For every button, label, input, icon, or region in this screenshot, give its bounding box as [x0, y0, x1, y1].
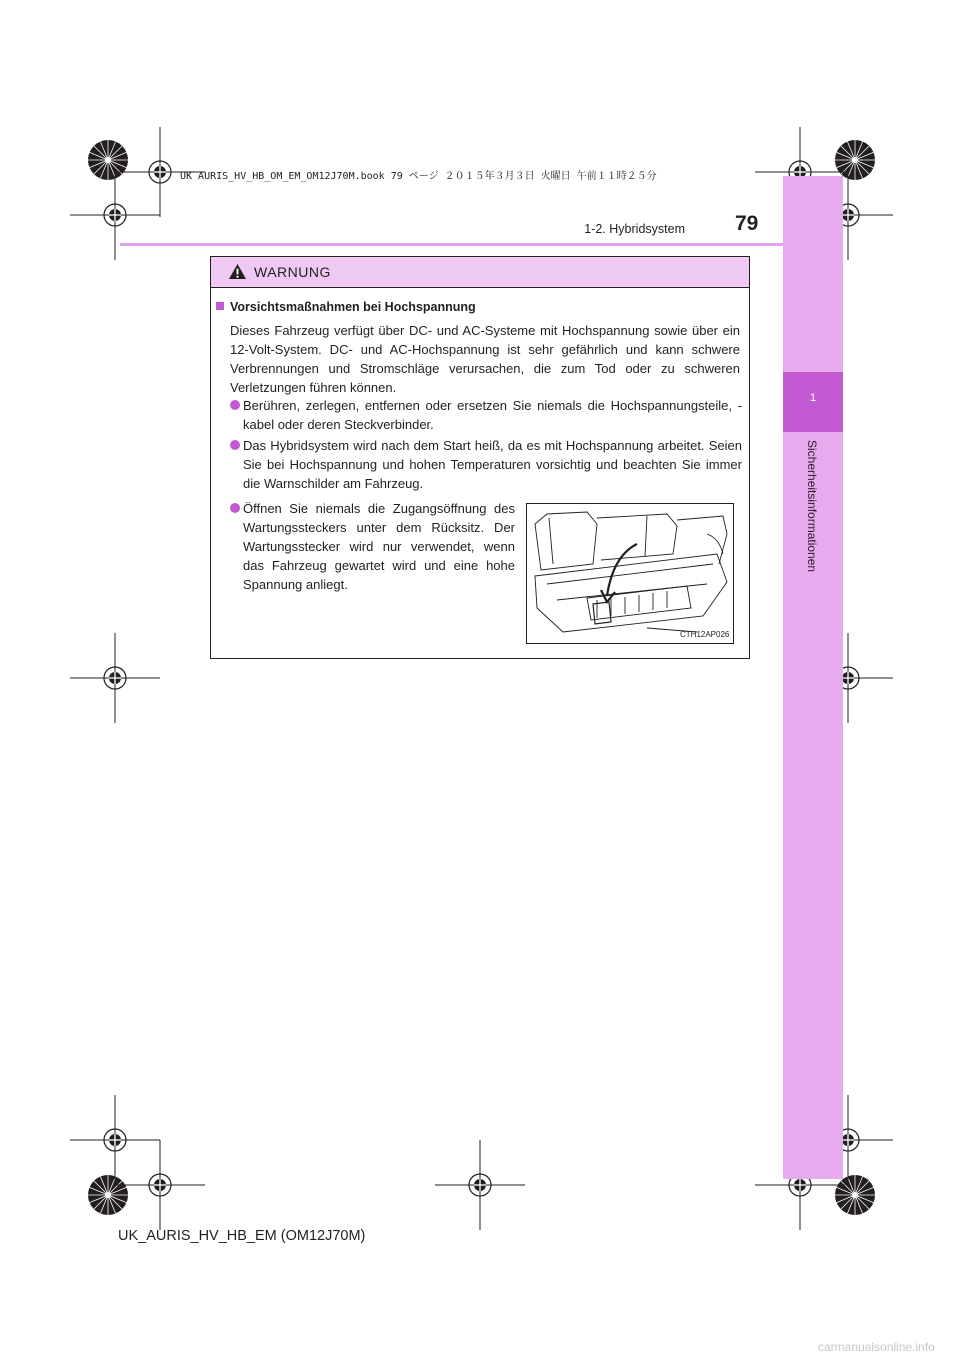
bullet-dot-icon: [230, 400, 240, 410]
list-item: Öffnen Sie niemals die Zugangsöffnung des Wartungssteckers unter dem Rücksitz. Der Wartungsstecker wird nur verwendet, wenn das Fahrzeug gewartet wird und eine hohe Spannung anliegt.: [230, 499, 515, 594]
footer-model: UK_AURIS_HV_HB_EM (OM12J70M): [118, 1228, 366, 1244]
watermark: carmanualsonline.info: [818, 1340, 935, 1354]
section-title: 1-2. Hybridsystem: [584, 222, 685, 236]
page-number: 79: [735, 212, 759, 235]
bullet-dot-icon: [230, 503, 240, 513]
warning-title: WARNUNG: [254, 264, 331, 280]
warning-intro: Dieses Fahrzeug verfügt über DC- und AC-Systeme mit Hochspannung sowie über ein 12-Volt-System. DC- und AC-Hochspannung ist sehr gefährlich und kann schwere Verbrennungen und Stromschläge verursachen, die zum Tod oder zu schweren Verletzungen führen können.: [230, 323, 740, 395]
bullet-dot-icon: [230, 440, 240, 450]
chapter-side-tab: [783, 176, 843, 1179]
list-item: Das Hybridsystem wird nach dem Start heiß, da es mit Hochspannung arbeitet. Seien Sie bei Hochspannung und hohen Temperaturen vorsichtig und beachten Sie immer die Warnschilder am Fahrzeug.: [230, 436, 742, 493]
rear-seat-service-plug-illustration: [526, 503, 734, 644]
book-info-line: UK AURIS_HV_HB_OM_EM_OM12J70M.book 79 ページ ２０１５年３月３日 火曜日 午前１１時２５分: [180, 171, 657, 182]
square-bullet-icon: [216, 302, 224, 310]
chapter-label: Sicherheitsinformationen: [805, 440, 819, 573]
figure-code: CTH12AP026: [680, 630, 730, 639]
warning-triangle-icon: [228, 263, 247, 280]
warning-heading: Vorsichtsmaßnahmen bei Hochspannung: [216, 300, 476, 314]
chapter-number: 1: [809, 392, 817, 404]
header-rule: [120, 243, 783, 246]
list-item: Berühren, zerlegen, entfernen oder ersetzen Sie niemals die Hochspannungsteile, -kabel oder deren Steckverbinder.: [230, 396, 742, 434]
